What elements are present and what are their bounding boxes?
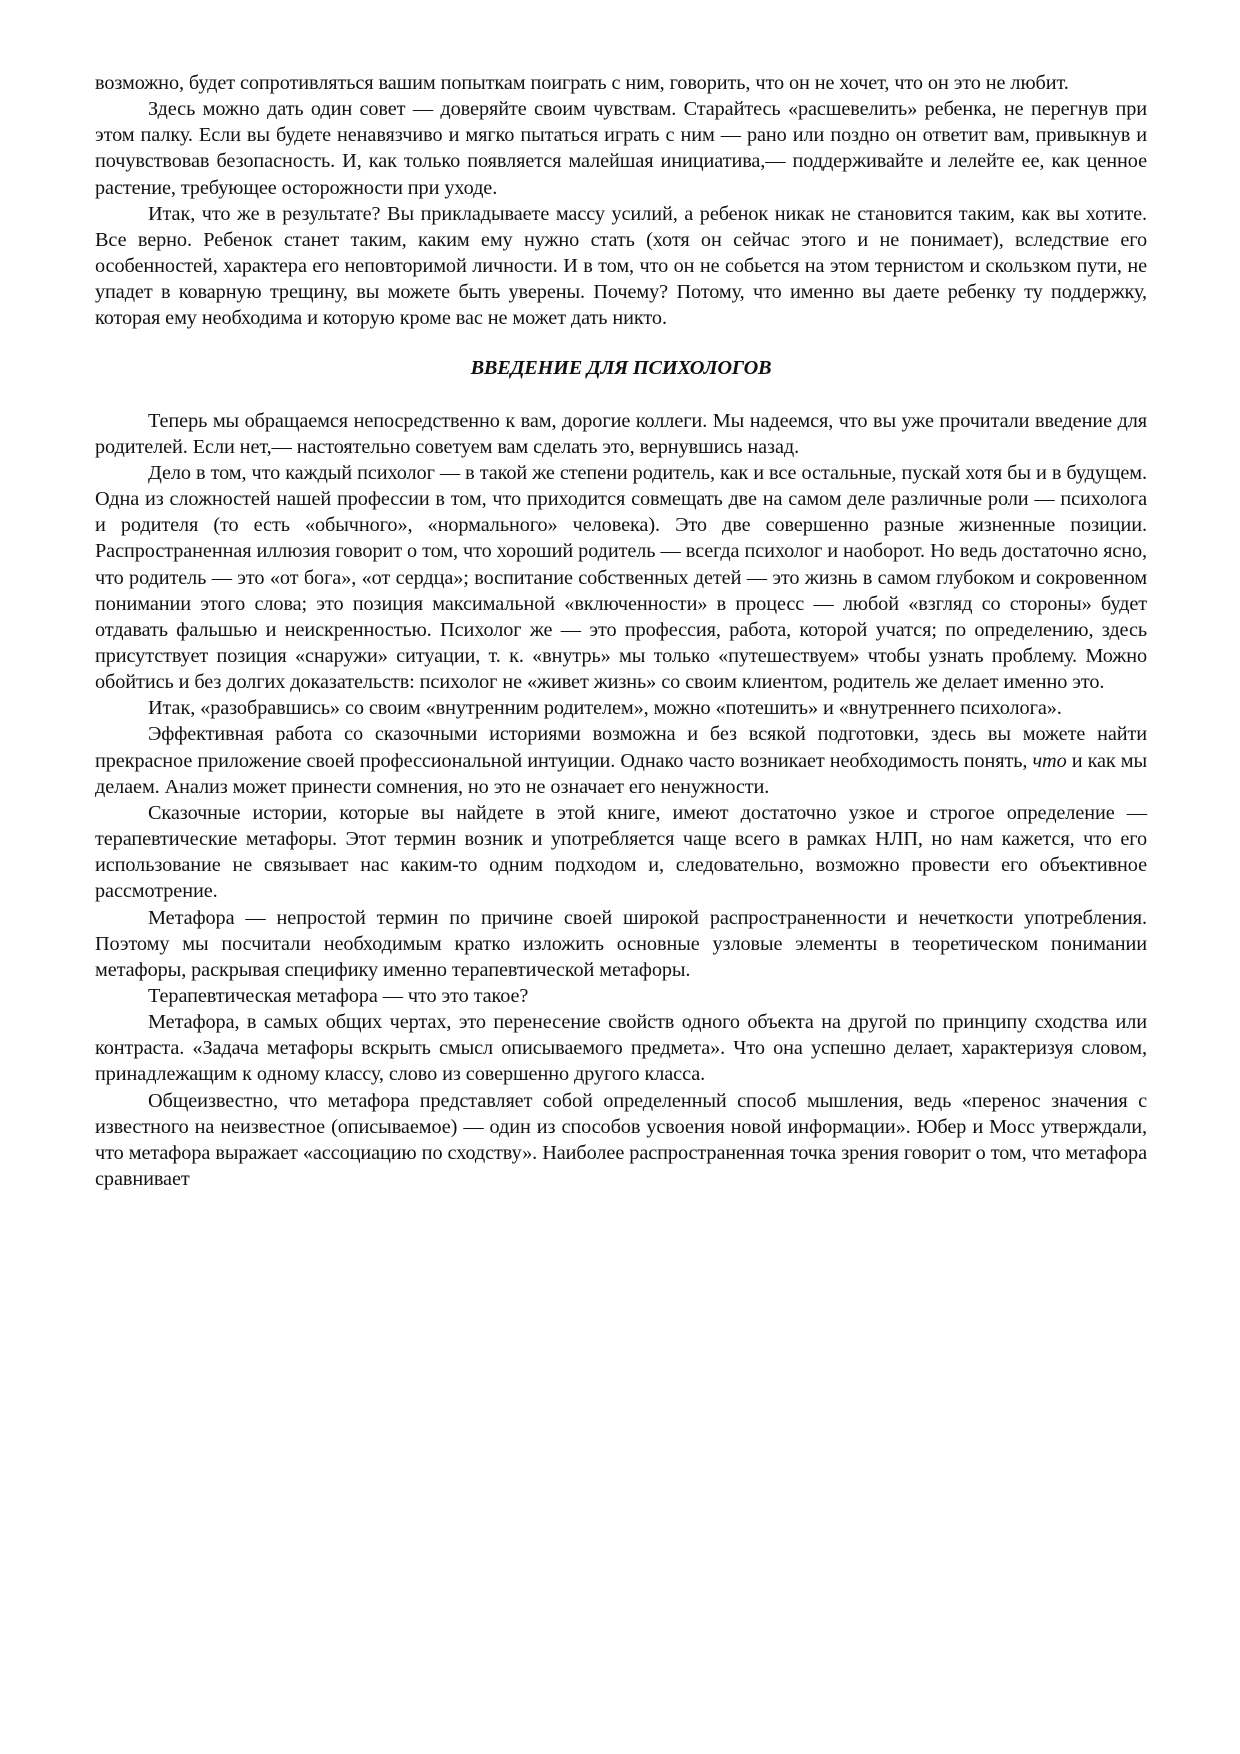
paragraph: Здесь можно дать один совет — доверяйте своим чувствам. Старайтесь «расшевелить» ребенка, не перегнув при этом палку. Если вы будете ненавязчиво и мягко пытаться играть с ним — рано или поздно он ответит вам, привыкнув и почувствовав безопасность. И, как только появляется малейшая инициатива,— поддерживайте и лелейте ее, как ценное растение, требующее осторожности при уходе.	[95, 98, 1147, 199]
paragraph: Дело в том, что каждый психолог — в такой же степени родитель, как и все остальные, пускай хотя бы и в будущем. Одна из сложностей нашей профессии в том, что приходится совмещать две на самом деле различные роли — психолога и родителя (то есть «обычного», «нормального» человека). Это две совершенно разные жизненные позиции. Распространенная иллюзия говорит о том, что хороший родитель — всегда психолог и наоборот. Но ведь достаточно ясно, что родитель — это «от бога», «от сердца»; воспитание собственных детей — это жизнь в самом глубоком и сокровенном понимании этого слова; это позиция максимальной «включенности» в процесс — любой «взгляд со стороны» будет отдавать фальшью и неискренностью. Психолог же — это профессия, работа, которой учатся; по определению, здесь присутствует позиция «снаружи» ситуации, т. к. «внутрь» мы только «путешествуем» чтобы узнать проблему. Можно обойтись и без долгих доказательств: психолог не «живет жизнь» со своим клиентом, родитель же делает именно это.	[95, 461, 1147, 694]
paragraph: Итак, что же в результате? Вы прикладываете массу усилий, а ребенок никак не становится таким, как вы хотите. Все верно. Ребенок станет таким, каким ему нужно стать (хотя он сейчас этого и не понимает), вследствие его особенностей, характера его неповторимой личности. И в том, что он не собьется на этом тернистом и скользком пути, не упадет в коварную трещину, вы можете быть уверены. Почему? Потому, что именно вы даете ребенку ту поддержку, которая ему необходима и которую кроме вас не может дать никто.	[95, 202, 1147, 330]
paragraph-text: и как мы делаем. Анализ может принести сомнения, но это не означает его ненужности.	[95, 749, 1148, 798]
paragraph: Сказочные истории, которые вы найдете в этой книге, имеют достаточно узкое и строгое определение — терапевтические метафоры. Этот термин возник и употребляется чаще всего в рамках НЛП, но нам кажется, что его использование не связывает нас каким-то одним подходом и, следовательно, возможно провести его объективное рассмотрение.	[95, 801, 1147, 903]
document-page	[95, 70, 1147, 1192]
italic-emphasis: что	[1032, 749, 1067, 772]
paragraph: Теперь мы обращаемся непосредственно к вам, дорогие коллеги. Мы надеемся, что вы уже прочитали введение для родителей. Если нет,— настоятельно советуем вам сделать это, вернувшись назад.	[95, 409, 1147, 458]
paragraph: Итак, «разобравшись» со своим «внутренним родителем», можно «потешить» и «внутреннего психолога».	[148, 697, 1062, 720]
paragraph: Общеизвестно, что метафора представляет собой определенный способ мышления, ведь «перенос значения с известного на неизвестное (описываемое) — один из способов усвоения новой информации». Юбер и Мосс утверждали, что метафора выражает «ассоциацию по сходству». Наиболее распространенная точка зрения говорит о том, что метафора сравнивает	[95, 1089, 1147, 1191]
paragraph: Метафора — непростой термин по причине своей широкой распространенности и нечеткости употребления. Поэтому мы посчитали необходимым кратко изложить основные узловые элементы в теоретическом понимании метафоры, раскрывая специфику именно терапевтической метафоры.	[95, 906, 1147, 981]
paragraph	[95, 721, 1147, 799]
paragraph: Метафора, в самых общих чертах, это перенесение свойств одного объекта на другой по принципу сходства или контраста. «Задача метафоры вскрыть смысл описываемого предмета». Что она успешно делает, характеризуя словом, принадлежащим к одному классу, слово из совершенно другого класса.	[95, 1011, 1147, 1086]
paragraph-text: Эффективная работа со сказочными историями возможна и без всякой подготовки, здесь вы можете найти прекрасное приложение своей профессиональной интуиции. Однако часто возникает необходимость понять,	[95, 723, 1147, 772]
paragraph: возможно, будет сопротивляться вашим попыткам поиграть с ним, говорить, что он не хочет, что он это не любит.	[95, 72, 1069, 94]
section-heading: ВВЕДЕНИЕ ДЛЯ ПСИХОЛОГОВ	[470, 356, 772, 379]
paragraph: Терапевтическая метафора — что это такое?	[148, 985, 529, 1007]
